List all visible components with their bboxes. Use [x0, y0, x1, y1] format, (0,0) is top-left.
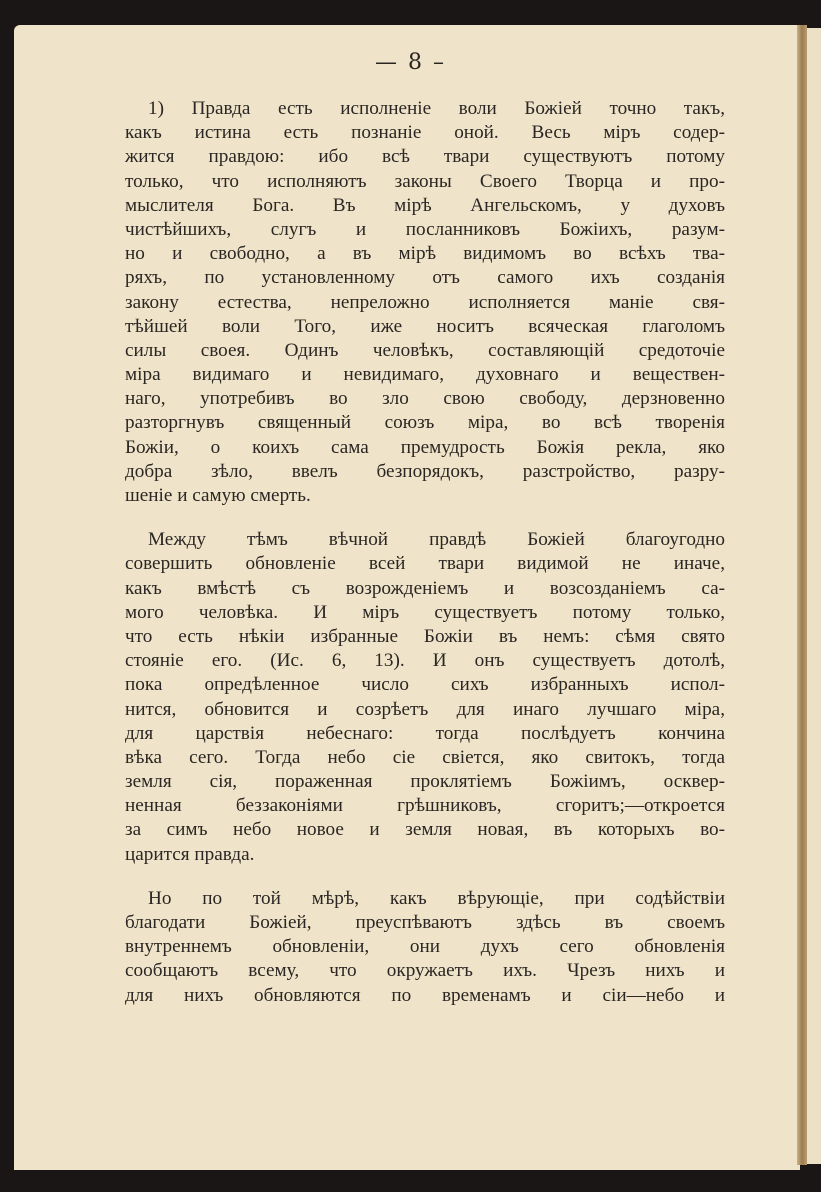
text-line: мыслителя Бога. Въ мірѣ Ангельскомъ, у духовъ — [125, 194, 725, 216]
text-line: сообщаютъ всему, что окружаетъ ихъ. Чрезъ нихъ и — [125, 960, 725, 982]
text-line: внутреннемъ обновленіи, они духъ сего обновленія — [125, 936, 725, 958]
text-line: Божіи, о коихъ сама премудрость Божія рекла, яко — [125, 436, 725, 458]
text-line: стояніе его. (Ис. 6, 13). И онъ существуетъ дотолѣ, — [125, 650, 725, 672]
text-line: Но по той мѣрѣ, какъ вѣрующіе, при содѣйствіи — [148, 887, 725, 909]
text-line: мого человѣка. И міръ существуетъ потому только, — [125, 601, 725, 623]
text-line: чистѣйшихъ, слугъ и посланниковъ Божіихъ, разум- — [125, 218, 725, 240]
page-number: — 8 – — [375, 50, 446, 75]
text-line: царится правда. — [125, 843, 255, 865]
book-gutter — [797, 25, 807, 1165]
text-line: 1) Правда есть исполненіе воли Божіей точно такъ, — [148, 98, 725, 119]
paragraph-2 — [125, 528, 725, 867]
text-line: разторгнувъ священный союзъ міра, во всѣ творенія — [125, 412, 725, 434]
text-line: только, что исполняютъ законы Своего Творца и про- — [125, 170, 725, 192]
text-line: земля сія, пораженная проклятіемъ Божіимъ, осквер- — [125, 771, 725, 793]
text-line: тѣйшей воли Того, иже носитъ всяческая глаголомъ — [125, 315, 725, 337]
text-line: пока опредѣленное число сихъ избранныхъ испол- — [125, 674, 725, 696]
text-line: міра видимаго и невидимаго, духовнаго и веществен- — [125, 364, 725, 386]
text-line: ненная беззаконіями грѣшниковъ, сгоритъ;—откроется — [125, 795, 725, 817]
text-line: шеніе и самую смерть. — [125, 485, 311, 506]
text-line: совершить обновленіе всей твари видимой не иначе, — [125, 553, 725, 575]
text-line: для царствія небеснаго: тогда послѣдуетъ кончина — [125, 722, 725, 744]
text-line: закону естества, непреложно исполняется маніе свя- — [125, 291, 725, 313]
text-line: но и свободно, а въ мірѣ видимомъ во всѣхъ тва- — [125, 243, 725, 265]
text-line: Между тѣмъ вѣчной правдѣ Божіей благоугодно — [148, 529, 725, 551]
text-line: что есть нѣкіи избранные Божіи въ немъ: сѣмя свято — [125, 625, 725, 647]
text-line: жится правдою: ибо всѣ твари существуютъ потому — [125, 146, 725, 168]
text-line: какъ истина есть познаніе оной. Весь міръ содер- — [125, 122, 725, 144]
text-line: силы своея. Одинъ человѣкъ, составляющій средоточіе — [125, 339, 725, 361]
text-line: добра зѣло, ввелъ безпорядокъ, разстройство, разру- — [125, 460, 725, 482]
text-line: для нихъ обновляются по временамъ и сіи—небо и — [125, 984, 725, 1006]
text-line: какъ вмѣстѣ съ возрожденіемъ и возсозданіемъ са- — [125, 577, 725, 599]
adjacent-page-edge — [807, 28, 821, 1164]
text-line: ряхъ, по установленному отъ самого ихъ созданія — [125, 267, 725, 289]
text-line: нится, обновится и созрѣетъ для инаго лучшаго міра, — [125, 698, 725, 720]
text-line: наго, употребивъ во зло свою свободу, дерзновенно — [125, 388, 725, 410]
text-line: благодати Божіей, преуспѣваютъ здѣсь въ своемъ — [125, 912, 725, 933]
body-text — [125, 97, 725, 1028]
paragraph-3 — [125, 887, 725, 1008]
text-line: за симъ небо новое и земля новая, въ которыхъ во- — [125, 819, 725, 841]
paragraph-1 — [125, 97, 725, 508]
text-line: вѣка сего. Тогда небо сіе свіется, яко свитокъ, тогда — [125, 746, 725, 768]
